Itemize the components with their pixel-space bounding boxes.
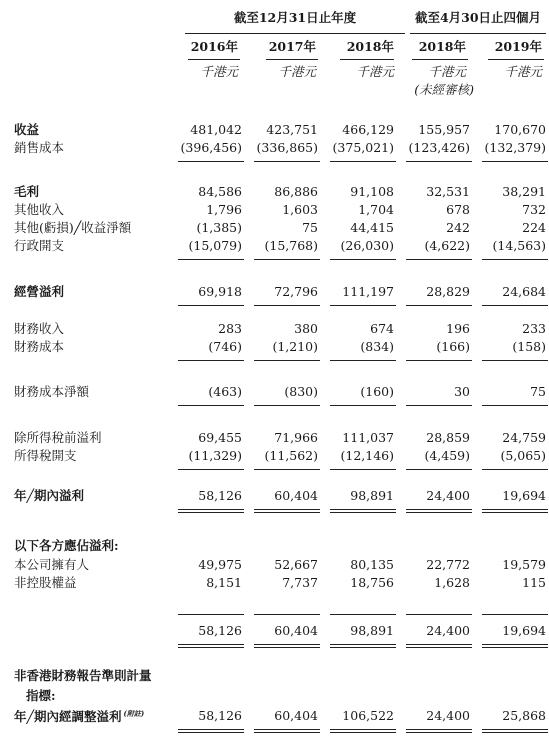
double-rule-profit-for-period-2018	[330, 509, 396, 513]
cell-finance-costs-2018-interim: (166)	[436, 339, 470, 354]
row-label-admin-expenses: 行政開支	[14, 238, 65, 253]
row-label-finance-costs: 財務成本	[14, 339, 65, 354]
row-label-non-hkfrs-heading: 非香港財務報告準則計量	[14, 668, 152, 683]
group-header-period: 截至4月30日止四個月	[414, 10, 542, 25]
double-rule-adjusted-profit-2018	[330, 729, 396, 733]
cell-other-gains-2018: 44,415	[350, 220, 394, 235]
cell-finance-costs-net-2018: (160)	[360, 384, 394, 399]
cell-finance-income-2017: 380	[294, 321, 318, 336]
cell-attributable-total-2019: 19,694	[502, 623, 546, 638]
col-underline-2018	[340, 59, 394, 60]
cell-finance-costs-net-2018-interim: 30	[454, 384, 470, 399]
col-underline-2017	[266, 59, 318, 60]
row-label-operating-profit: 經營溢利	[14, 284, 65, 299]
cell-profit-for-period-2019: 19,694	[502, 488, 546, 503]
cell-other-gains-2016: (1,385)	[196, 220, 242, 235]
cell-income-tax-2018: (12,146)	[340, 448, 394, 463]
cell-gross-profit-2019: 38,291	[502, 184, 546, 199]
col-unit-2016: 千港元	[200, 64, 238, 79]
rule-under-cost-of-sales-2019	[482, 161, 548, 162]
rule-under-income-tax-2018-interim	[406, 469, 472, 470]
cell-income-tax-2018-interim: (4,459)	[424, 448, 470, 463]
row-label-profit-before-tax: 除所得稅前溢利	[14, 430, 102, 445]
cell-operating-profit-2018-interim: 28,829	[426, 284, 470, 299]
rule-under-operating-profit-2017	[254, 305, 320, 306]
double-rule-attributable-total-2018-interim	[406, 644, 472, 648]
cell-other-income-2018-interim: 678	[446, 202, 470, 217]
rule-under-admin-expenses-2016	[178, 259, 244, 260]
cell-cost-of-sales-2016: (396,456)	[180, 140, 242, 155]
cell-revenue-2018: 466,129	[342, 122, 394, 137]
double-rule-attributable-total-2018	[330, 644, 396, 648]
double-rule-profit-for-period-2018-interim	[406, 509, 472, 513]
col-year-2018: 2018年	[346, 39, 394, 54]
cell-admin-expenses-2017: (15,768)	[264, 238, 318, 253]
rule-under-cost-of-sales-2018	[330, 161, 396, 162]
cell-owners-2018: 80,135	[350, 557, 394, 572]
cell-revenue-2019: 170,670	[494, 122, 546, 137]
cell-finance-income-2018-interim: 196	[446, 321, 470, 336]
col-year-2019: 2019年	[494, 39, 542, 54]
cell-finance-costs-net-2016: (463)	[208, 384, 242, 399]
rule-under-non-controlling-2018-interim	[406, 614, 472, 615]
cell-non-controlling-2018: 18,756	[350, 575, 394, 590]
cell-profit-for-period-2018-interim: 24,400	[426, 488, 470, 503]
cell-finance-income-2019: 233	[522, 321, 546, 336]
cell-cost-of-sales-2019: (132,379)	[484, 140, 546, 155]
col-underline-2018-interim	[412, 59, 468, 60]
row-label-revenue: 收益	[14, 122, 40, 137]
cell-adjusted-profit-2019: 25,868	[502, 708, 546, 723]
cell-gross-profit-2017: 86,886	[274, 184, 318, 199]
rule-under-finance-costs-net-2018-interim	[406, 405, 472, 406]
cell-income-tax-2017: (11,562)	[264, 448, 318, 463]
cell-profit-for-period-2017: 60,404	[274, 488, 318, 503]
cell-admin-expenses-2016: (15,079)	[188, 238, 242, 253]
row-label-gross-profit: 毛利	[14, 184, 40, 199]
cell-other-income-2019: 732	[522, 202, 546, 217]
col-year-2016: 2016年	[190, 39, 238, 54]
rule-under-operating-profit-2018-interim	[406, 305, 472, 306]
rule-under-income-tax-2016	[178, 469, 244, 470]
row-label-other-income: 其他收入	[14, 202, 65, 217]
double-rule-profit-for-period-2016	[178, 509, 244, 513]
rule-under-finance-costs-net-2016	[178, 405, 244, 406]
adjusted-profit-label-text: 年╱期內經調整溢利	[14, 709, 122, 725]
cell-revenue-2016: 481,042	[190, 122, 242, 137]
cell-finance-income-2018: 674	[370, 321, 394, 336]
cell-non-controlling-2019: 115	[522, 575, 546, 590]
row-label-adjusted-profit	[14, 710, 144, 724]
rule-under-non-controlling-2016	[178, 614, 244, 615]
rule-under-admin-expenses-2018	[330, 259, 396, 260]
rule-under-finance-costs-net-2017	[254, 405, 320, 406]
rule-under-finance-costs-net-2018	[330, 405, 396, 406]
rule-under-income-tax-2019	[482, 469, 548, 470]
rule-under-finance-costs-2017	[254, 360, 320, 361]
cell-finance-costs-2017: (1,210)	[272, 339, 318, 354]
cell-other-income-2018: 1,704	[358, 202, 394, 217]
rule-under-finance-costs-2018	[330, 360, 396, 361]
cell-cost-of-sales-2018-interim: (123,426)	[408, 140, 470, 155]
col-unit-2018-interim: 千港元	[428, 64, 466, 79]
rule-under-finance-costs-net-2019	[482, 405, 548, 406]
cell-other-gains-2019: 224	[522, 220, 546, 235]
rule-under-cost-of-sales-2017	[254, 161, 320, 162]
row-label-cost-of-sales: 銷售成本	[14, 140, 65, 155]
cell-profit-before-tax-2018: 111,037	[342, 430, 394, 445]
cell-profit-before-tax-2016: 69,455	[198, 430, 242, 445]
rule-under-operating-profit-2018	[330, 305, 396, 306]
cell-admin-expenses-2019: (14,563)	[492, 238, 546, 253]
cell-attributable-total-2017: 60,404	[274, 623, 318, 638]
cell-owners-2017: 52,667	[274, 557, 318, 572]
double-rule-profit-for-period-2017	[254, 509, 320, 513]
cell-owners-2016: 49,975	[198, 557, 242, 572]
rule-under-finance-costs-2018-interim	[406, 360, 472, 361]
cell-gross-profit-2018-interim: 32,531	[426, 184, 470, 199]
double-rule-attributable-total-2019	[482, 644, 548, 648]
rule-under-cost-of-sales-2018-interim	[406, 161, 472, 162]
cell-other-gains-2017: 75	[302, 220, 318, 235]
cell-adjusted-profit-2016: 58,126	[198, 708, 242, 723]
cell-income-tax-2019: (5,065)	[500, 448, 546, 463]
double-rule-attributable-total-2016	[178, 644, 244, 648]
cell-finance-costs-net-2019: 75	[530, 384, 546, 399]
cell-other-income-2017: 1,603	[282, 202, 318, 217]
col-unit-2018: 千港元	[356, 64, 394, 79]
rule-under-income-tax-2017	[254, 469, 320, 470]
cell-other-income-2016: 1,796	[206, 202, 242, 217]
double-rule-profit-for-period-2019	[482, 509, 548, 513]
cell-finance-costs-2018: (834)	[360, 339, 394, 354]
cell-finance-income-2016: 283	[218, 321, 242, 336]
cell-gross-profit-2016: 84,586	[198, 184, 242, 199]
col-year-2018-interim: 2018年	[418, 39, 466, 54]
row-label-attributable-heading: 以下各方應佔溢利:	[14, 538, 119, 553]
cell-non-controlling-2016: 8,151	[206, 575, 242, 590]
cell-profit-for-period-2016: 58,126	[198, 488, 242, 503]
rule-under-admin-expenses-2019	[482, 259, 548, 260]
cell-attributable-total-2018: 98,891	[350, 623, 394, 638]
cell-admin-expenses-2018-interim: (4,622)	[424, 238, 470, 253]
col-unit-2017: 千港元	[278, 64, 316, 79]
rule-under-admin-expenses-2018-interim	[406, 259, 472, 260]
cell-gross-profit-2018: 91,108	[350, 184, 394, 199]
group-underline-year	[185, 33, 405, 34]
row-label-measures: 指標:	[26, 688, 56, 703]
col-underline-2019	[488, 59, 544, 60]
cell-operating-profit-2019: 24,684	[502, 284, 546, 299]
cell-profit-for-period-2018: 98,891	[350, 488, 394, 503]
cell-adjusted-profit-2018-interim: 24,400	[426, 708, 470, 723]
cell-revenue-2018-interim: 155,957	[418, 122, 470, 137]
cell-non-controlling-2018-interim: 1,628	[434, 575, 470, 590]
cell-owners-2019: 19,579	[502, 557, 546, 572]
cell-admin-expenses-2018: (26,030)	[340, 238, 394, 253]
row-label-non-controlling: 非控股權益	[14, 575, 77, 590]
cell-cost-of-sales-2018: (375,021)	[332, 140, 394, 155]
row-label-income-tax: 所得稅開支	[14, 448, 77, 463]
cell-profit-before-tax-2017: 71,966	[274, 430, 318, 445]
adjusted-profit-note: (附註)	[123, 709, 145, 718]
col-unit-2019: 千港元	[504, 64, 542, 79]
cell-other-gains-2018-interim: 242	[446, 220, 470, 235]
rule-under-operating-profit-2019	[482, 305, 548, 306]
row-label-owners: 本公司擁有人	[14, 557, 90, 572]
rule-under-non-controlling-2017	[254, 614, 320, 615]
cell-profit-before-tax-2018-interim: 28,859	[426, 430, 470, 445]
double-rule-adjusted-profit-2016	[178, 729, 244, 733]
double-rule-adjusted-profit-2018-interim	[406, 729, 472, 733]
rule-under-operating-profit-2016	[178, 305, 244, 306]
rule-under-finance-costs-2016	[178, 360, 244, 361]
cell-adjusted-profit-2018: 106,522	[342, 708, 394, 723]
rule-under-non-controlling-2019	[482, 614, 548, 615]
cell-adjusted-profit-2017: 60,404	[274, 708, 318, 723]
rule-under-admin-expenses-2017	[254, 259, 320, 260]
cell-non-controlling-2017: 7,737	[282, 575, 318, 590]
row-label-finance-income: 財務收入	[14, 321, 65, 336]
cell-finance-costs-net-2017: (830)	[284, 384, 318, 399]
double-rule-attributable-total-2017	[254, 644, 320, 648]
cell-profit-before-tax-2019: 24,759	[502, 430, 546, 445]
cell-owners-2018-interim: 22,772	[426, 557, 470, 572]
cell-operating-profit-2017: 72,796	[274, 284, 318, 299]
row-label-other-gains: 其他(虧損)╱收益淨額	[14, 220, 132, 235]
group-underline-period	[410, 33, 546, 34]
col-year-2017: 2017年	[268, 39, 316, 54]
rule-under-non-controlling-2018	[330, 614, 396, 615]
double-rule-adjusted-profit-2017	[254, 729, 320, 733]
double-rule-adjusted-profit-2019	[482, 729, 548, 733]
cell-cost-of-sales-2017: (336,865)	[256, 140, 318, 155]
row-label-finance-costs-net: 財務成本淨額	[14, 384, 90, 399]
rule-under-income-tax-2018	[330, 469, 396, 470]
rule-under-finance-costs-2019	[482, 360, 548, 361]
cell-operating-profit-2016: 69,918	[198, 284, 242, 299]
col-underline-2016	[188, 59, 240, 60]
cell-attributable-total-2016: 58,126	[198, 623, 242, 638]
row-label-profit-for-period: 年╱期內溢利	[14, 488, 85, 503]
cell-operating-profit-2018: 111,197	[342, 284, 394, 299]
cell-revenue-2017: 423,751	[266, 122, 318, 137]
cell-finance-costs-2019: (158)	[512, 339, 546, 354]
cell-finance-costs-2016: (746)	[208, 339, 242, 354]
rule-under-cost-of-sales-2016	[178, 161, 244, 162]
cell-attributable-total-2018-interim: 24,400	[426, 623, 470, 638]
cell-income-tax-2016: (11,329)	[188, 448, 242, 463]
col-note-unaudited: (未經審核)	[414, 82, 474, 97]
group-header-year: 截至12月31日止年度	[233, 10, 357, 25]
